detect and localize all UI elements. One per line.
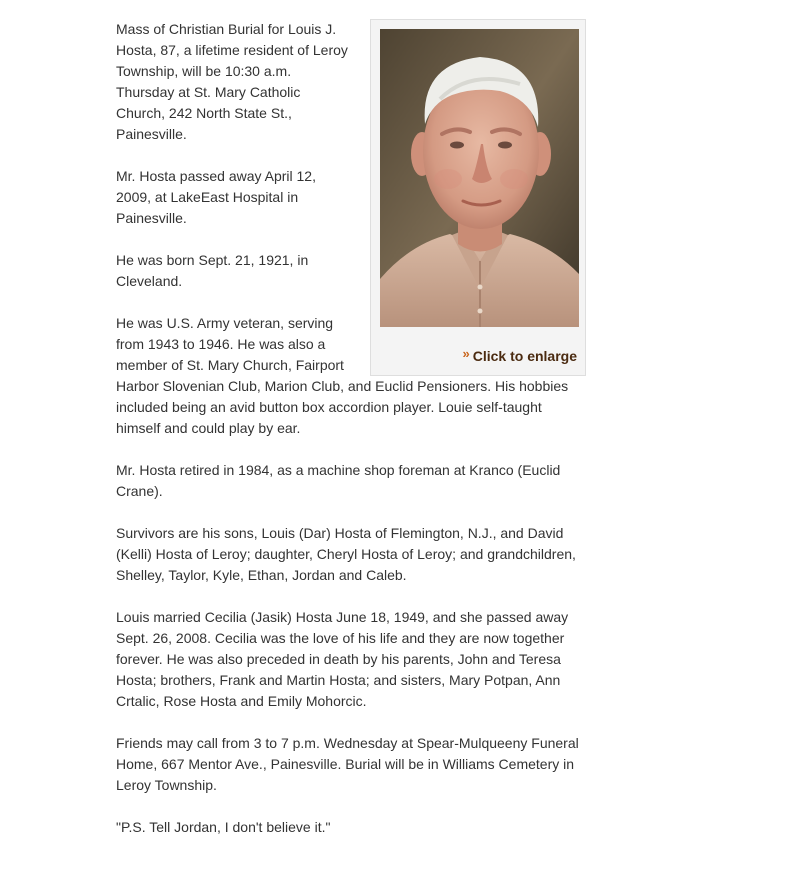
paragraph-retired: Mr. Hosta retired in 1984, as a machine shop foreman at Kranco (Euclid Crane). [116, 462, 561, 499]
paragraph-passed-away: Mr. Hosta passed away April 12, 2009, at LakeEast Hospital in Painesville. [116, 168, 316, 226]
photo-box [370, 19, 586, 376]
paragraph-ps: "P.S. Tell Jordan, I don't believe it." [116, 819, 331, 835]
enlarge-label: Click to enlarge [472, 348, 577, 364]
paragraph-mass: Mass of Christian Burial for Louis J. Hosta, 87, a lifetime resident of Leroy Township, will be 10:30 a.m. Thursday at St. Mary Catholic Church, 242 North State St., Painesville. [116, 21, 348, 142]
paragraph-survivors: Survivors are his sons, Louis (Dar) Hosta of Flemington, N.J., and David (Kelli) Hosta of Leroy; daughter, Cheryl Hosta of Leroy; and grandchildren, Shelley, Taylor, Kyle, Ethan, Jordan and Caleb. [116, 525, 576, 583]
paragraph-veteran: He was U.S. Army veteran, serving from 1943 to 1946. He was also a member of St. Mary Church, Fairport Harbor Slovenian Club, Marion Club, and Euclid Pensioners. His hobbies included being an avid button box accordion player. Louie self-taught himself and could play by ear. [116, 315, 569, 436]
obituary-article [116, 19, 580, 859]
click-to-enlarge-link[interactable] [463, 346, 578, 367]
double-chevron-right-icon: » [462, 346, 470, 361]
paragraph-born: He was born Sept. 21, 1921, in Cleveland. [116, 252, 309, 289]
portrait-photo[interactable] [380, 29, 579, 327]
paragraph-married: Louis married Cecilia (Jasik) Hosta June 18, 1949, and she passed away Sept. 26, 2008. Cecilia was the love of his life and they are now together forever. He was also preceded in death by his parents, John and Teresa Hosta; brothers, Frank and Martin Hosta; and sisters, Mary Potpan, Ann Crtalic, Rose Hosta and Emily Mohorcic. [116, 609, 569, 709]
paragraph-visitation: Friends may call from 3 to 7 p.m. Wednesday at Spear-Mulqueeny Funeral Home, 667 Mentor Ave., Painesville. Burial will be in Williams Cemetery in Leroy Township. [116, 735, 579, 793]
portrait-image[interactable] [380, 29, 579, 327]
